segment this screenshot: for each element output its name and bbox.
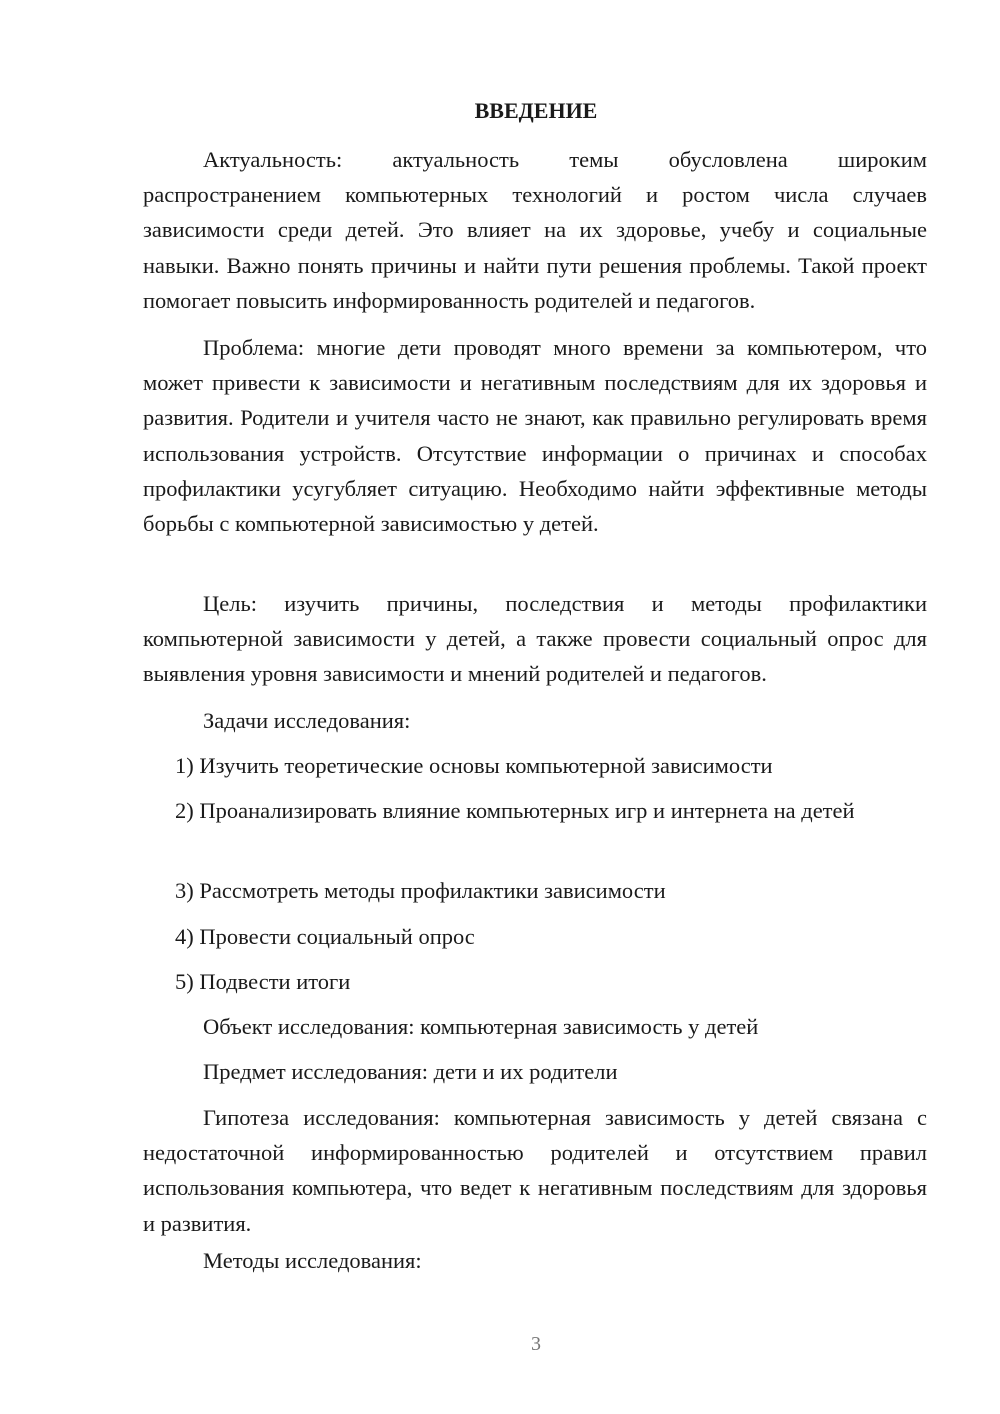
research-subject: Предмет исследования: дети и их родители	[203, 1059, 618, 1084]
research-hypothesis: Гипотеза исследования: компьютерная зависимость у детей связана с недостаточной информированностью родителей и отсутствием правил использования компьютера, что ведет к негативным последствиям для здоровья и развития.	[143, 1105, 927, 1236]
task-item-1: 1) Изучить теоретические основы компьютерной зависимости	[175, 753, 773, 778]
task-item-5: 5) Подвести итоги	[175, 969, 351, 994]
section-title: ВВЕДЕНИЕ	[474, 98, 598, 123]
page-number: 3	[531, 1333, 541, 1355]
task-item-4: 4) Провести социальный опрос	[175, 924, 475, 949]
task-item-2: 2) Проанализировать влияние компьютерных игр и интернета на детей	[175, 798, 855, 823]
task-item-3: 3) Рассмотреть методы профилактики зависимости	[175, 878, 666, 903]
methods-heading: Методы исследования:	[203, 1248, 422, 1273]
paragraph-relevance: Актуальность: актуальность темы обусловлена широким распространением компьютерных технологий и ростом числа случаев зависимости среди детей. Это влияет на их здоровье, учебу и социальные навыки. Важно понять причины и найти пути решения проблемы. Такой проект помогает повысить информированность родителей и педагогов.	[143, 147, 927, 313]
research-object: Объект исследования: компьютерная зависимость у детей	[203, 1014, 759, 1039]
paragraph-problem: Проблема: многие дети проводят много времени за компьютером, что может привести к зависимости и негативным последствиям для их здоровья и развития. Родители и учителя часто не знают, как правильно регулировать время использования устройств. Отсутствие информации о причинах и способах профилактики усугубляет ситуацию. Необходимо найти эффективные методы борьбы с компьютерной зависимостью у детей.	[143, 335, 927, 537]
tasks-heading: Задачи исследования:	[203, 708, 411, 733]
paragraph-goal: Цель: изучить причины, последствия и методы профилактики компьютерной зависимости у детей, а также провести социальный опрос для выявления уровня зависимости и мнений родителей и педагогов.	[143, 591, 927, 687]
